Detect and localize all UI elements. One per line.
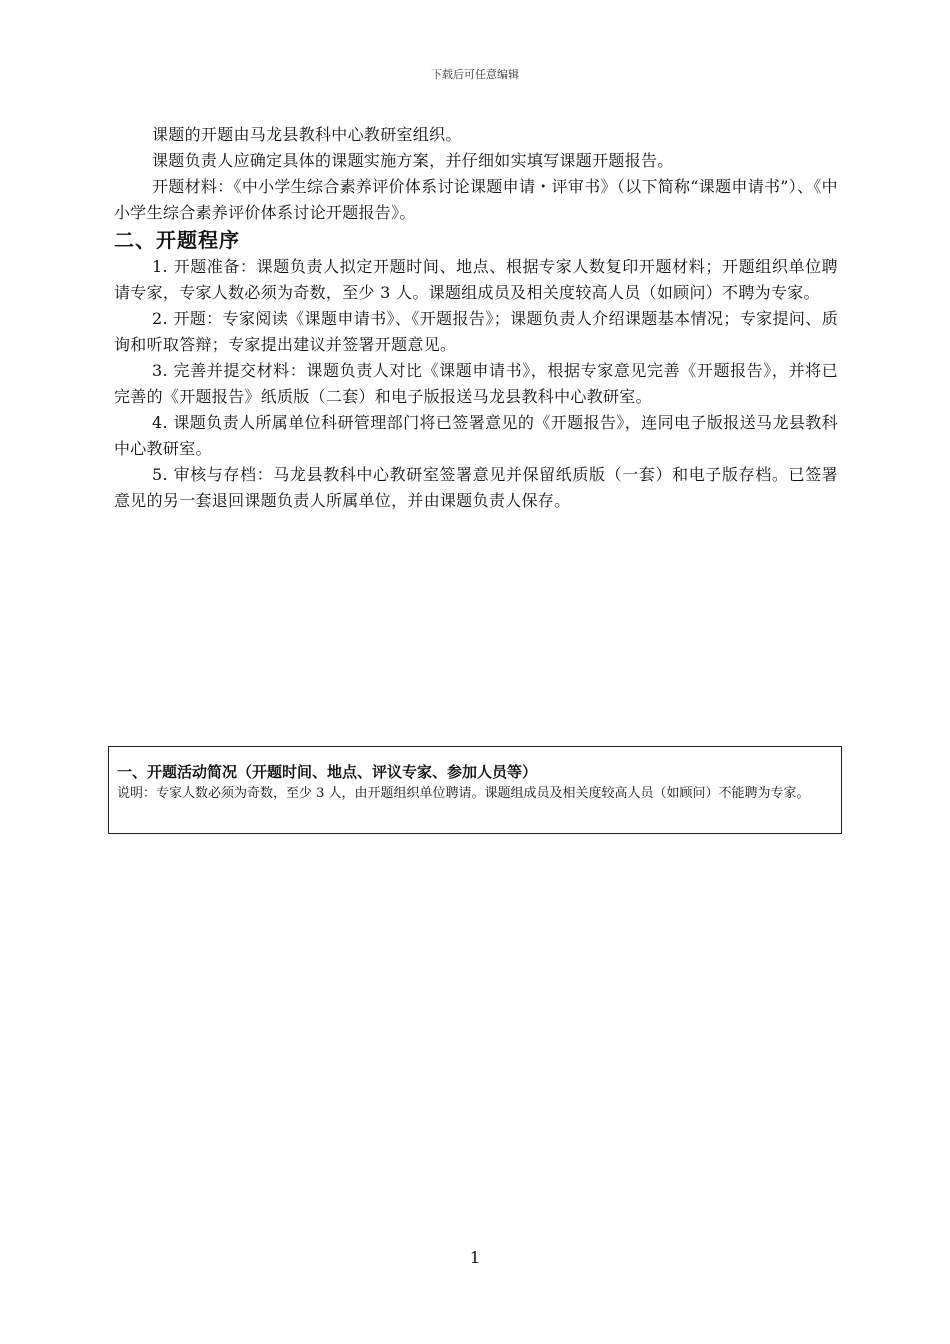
page-number: 1 <box>469 1248 481 1267</box>
intro-paragraph-3: 开题材料：《中小学生综合素养评价体系讨论课题申请・评审书》（以下简称“课题申请书”）、《中小学生综合素养评价体系讨论开题报告》。 <box>114 177 838 222</box>
procedure-step-3: 3. 完善并提交材料：课题负责人对比《课题申请书》，根据专家意见完善《开题报告》，并将已完善的《开题报告》纸质版（二套）和电子版报送马龙县教科中心教研室。 <box>114 361 838 406</box>
procedure-step-4: 4. 课题负责人所属单位科研管理部门将已签署意见的《开题报告》，连同电子版报送马龙县教科中心教研室。 <box>114 413 838 458</box>
activity-summary-title: 一、开题活动简况（开题时间、地点、评议专家、参加人员等） <box>117 763 538 781</box>
activity-summary-box <box>108 746 842 834</box>
procedure-step-1: 1. 开题准备：课题负责人拟定开题时间、地点、根据专家人数复印开题材料；开题组织单位聘请专家，专家人数必须为奇数，至少 3 人。课题组成员及相关度较高人员（如顾问）不聘为专家。 <box>114 257 838 302</box>
intro-paragraph-2: 课题负责人应确定具体的课题实施方案，并仔细如实填写课题开题报告。 <box>152 151 674 170</box>
section-heading: 二、开题程序 <box>114 228 240 252</box>
procedure-step-2: 2. 开题：专家阅读《课题申请书》、《开题报告》；课题负责人介绍课题基本情况；专家提问、质询和听取答辩；专家提出建议并签署开题意见。 <box>114 309 838 354</box>
document-body <box>114 122 838 514</box>
activity-summary-note: 说明：专家人数必须为奇数，至少 3 人，由开题组织单位聘请。课题组成员及相关度较高人员（如顾问）不能聘为专家。 <box>117 786 810 801</box>
procedure-step-5: 5. 审核与存档：马龙县教科中心教研室签署意见并保留纸质版（一套）和电子版存档。已签署意见的另一套退回课题负责人所属单位，并由课题负责人保存。 <box>114 465 838 510</box>
header-note: 下载后可任意编辑 <box>431 68 519 81</box>
intro-paragraph-1: 课题的开题由马龙县教科中心教研室组织。 <box>152 125 462 144</box>
